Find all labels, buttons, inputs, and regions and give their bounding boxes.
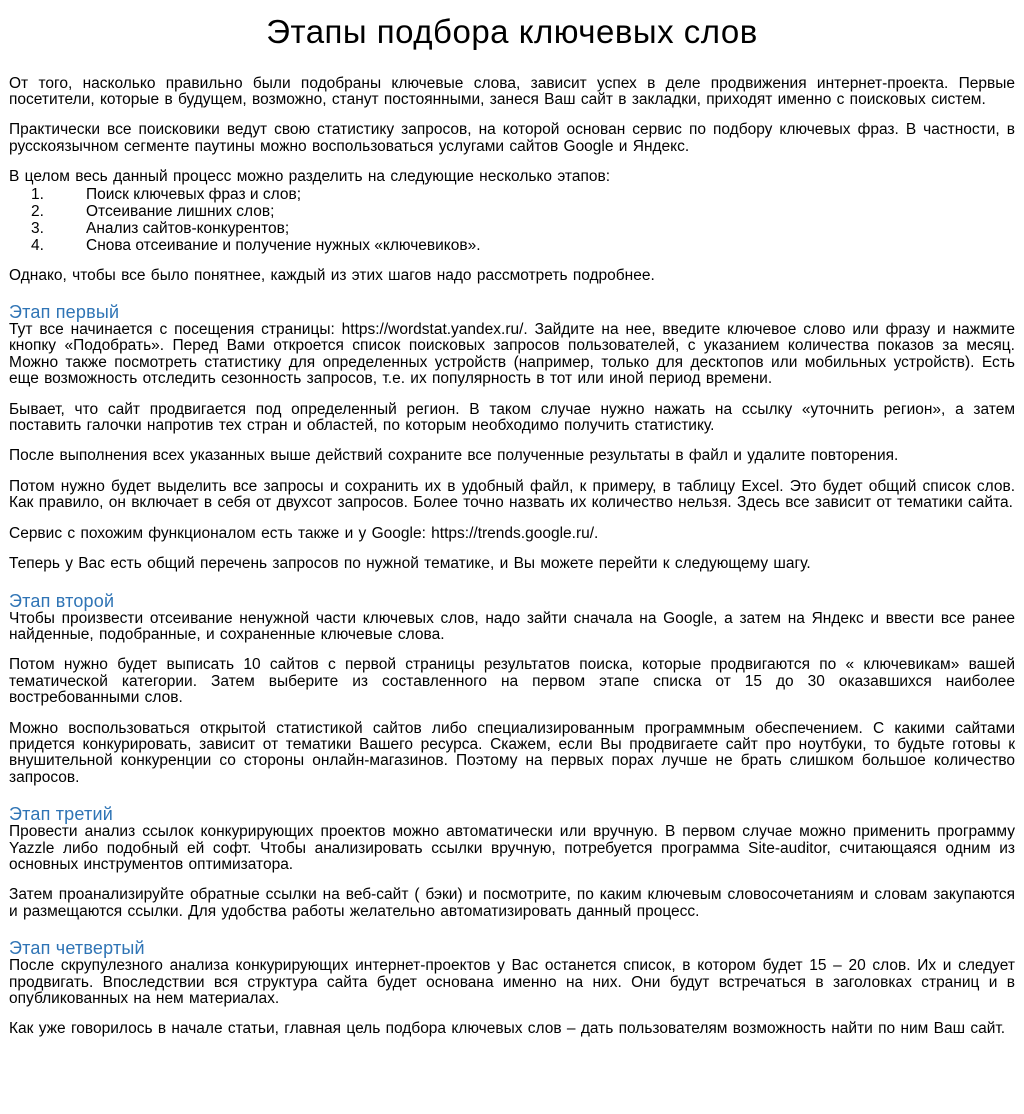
list-item <box>9 203 1015 220</box>
intro-paragraph-2: Практически все поисковики ведут свою статистику запросов, на которой основан сервис по подбору ключевых фраз. В частности, в русскоязычном сегменте паутины можно воспользоваться услугами сайтов Google и Яндекс. <box>9 121 1015 155</box>
stage-1-paragraph: После выполнения всех указанных выше действий сохраните все полученные результаты в файл и удалите повторения. <box>9 447 899 465</box>
after-list-paragraph: Однако, чтобы все было понятнее, каждый из этих шагов надо рассмотреть подробнее. <box>9 266 655 284</box>
stage-2-paragraph: Чтобы произвести отсеивание ненужной части ключевых слов, надо зайти сначала на Google, а затем на Яндекс и ввести все ранее найденные, подобранные, и сохраненные ключевые слова. <box>9 609 1015 643</box>
stage-1-paragraph: Сервис с похожим функционалом есть также и у Google: https://trends.google.ru/. <box>9 524 599 542</box>
list-item <box>9 237 1015 254</box>
stage-1-paragraph: Бывает, что сайт продвигается под определенный регион. В таком случае нужно нажать на ссылку «уточнить регион», а затем поставить галочки напротив тех стран и областей, по которым необходимо получить статистику. <box>9 400 1015 435</box>
list-item-text: Отсеивание лишних слов; <box>86 202 275 220</box>
stage-2-paragraph: Потом нужно будет выписать 10 сайтов с первой страницы результатов поиска, которые продвигаются по « ключевикам» вашей тематической категории. Затем выберите из составленного на первом этапе списка от 15 до 30 оказавшихся наиболее востребованными слов. <box>9 656 1015 707</box>
list-item-text: Снова отсеивание и получение нужных «ключевиков». <box>86 236 481 254</box>
list-item-number: 1. <box>31 185 44 203</box>
process-intro-paragraph: В целом весь данный процесс можно разделить на следующие несколько этапов: <box>9 168 610 186</box>
stage-2-paragraph: Можно воспользоваться открытой статистикой сайтов либо специализированным программным обеспечением. С какими сайтами придется конкурировать, зависит от тематики Вашего ресурса. Скажем, если Вы продвигаете сайт про ноутбуки, то будьте готовы к внушительной конкуренции со стороны онлайн-магазинов. Поэтому на первых порах лучше не брать слишком большое количество запросов. <box>9 719 1015 786</box>
steps-list <box>9 186 1015 254</box>
stage-1-heading: Этап первый <box>9 302 120 323</box>
list-item-number: 3. <box>31 219 44 237</box>
list-item <box>9 186 1015 203</box>
list-item-number: 4. <box>31 236 44 254</box>
stage-4-paragraph: Как уже говорилось в начале статьи, главная цель подбора ключевых слов – дать пользователям возможность найти по ним Ваш сайт. <box>9 1020 1006 1038</box>
stage-2-heading: Этап второй <box>9 590 115 611</box>
list-item-text: Анализ сайтов-конкурентов; <box>86 219 290 237</box>
section-stage-1 <box>9 302 1015 572</box>
section-stage-3 <box>9 804 1015 920</box>
intro-paragraph-1: От того, насколько правильно были подобраны ключевые слова, зависит успех в деле продвижения интернет-проекта. Первые посетители, которые в будущем, возможно, станут постоянными, занеся Ваш сайт в закладки, приходят именно с поисковых систем. <box>9 74 1015 108</box>
stage-3-paragraph: Провести анализ ссылок конкурирующих проектов можно автоматически или вручную. В первом случае можно применить программу Yazzle либо подобный ей софт. Чтобы анализировать ссылки вручную, потребуется программа Site-auditor, считающаяся одним из основных инструментов оптимизатора. <box>9 823 1015 873</box>
stage-4-paragraph: После скрупулезного анализа конкурирующих интернет-проектов у Вас останется список, в котором будет 15 – 20 слов. Их и следует продвигать. Впоследствии вся структура сайта будет основана именно на них. Они будут встречаться в заголовках страниц и в опубликованных на нем материалах. <box>9 957 1015 1007</box>
list-item-number: 2. <box>31 202 44 220</box>
stage-1-paragraph: Потом нужно будет выделить все запросы и сохранить их в удобный файл, к примеру, в таблицу Excel. Это будет общий список слов. Как правило, он включает в себя от двухсот запросов. Более точно назвать их количество нельзя. Здесь все зависит от тематики сайта. <box>9 477 1015 512</box>
stage-3-paragraph: Затем проанализируйте обратные ссылки на веб-сайт ( бэки) и посмотрите, по каким ключевым словосочетаниям и словам закупаются и размещаются ссылки. Для удобства работы желательно автоматизировать данный процесс. <box>9 886 1015 920</box>
list-item-text: Поиск ключевых фраз и слов; <box>86 185 301 203</box>
stage-4-heading: Этап четвертый <box>9 938 145 959</box>
section-stage-2 <box>9 591 1015 787</box>
stage-3-heading: Этап третий <box>9 804 113 825</box>
page-title: Этапы подбора ключевых слов <box>266 13 758 50</box>
list-item <box>9 220 1015 237</box>
stage-1-paragraph: Теперь у Вас есть общий перечень запросов по нужной тематике, и Вы можете перейти к следующему шагу. <box>9 555 811 573</box>
section-stage-4 <box>9 938 1015 1038</box>
stage-1-paragraph: Тут все начинается с посещения страницы: https://wordstat.yandex.ru/. Зайдите на нее, введите ключевое слово или фразу и нажмите кнопку «Подобрать». Перед Вами откроется список поисковых запросов пользователей, с указанием количества показов за месяц. Можно также посмотреть статистику для определенных устройств (например, только для десктопов или мобильных устройств). Есть еще возможность отследить сезонность запросов, т.е. их популярность в тот или иной период времени. <box>9 321 1015 388</box>
